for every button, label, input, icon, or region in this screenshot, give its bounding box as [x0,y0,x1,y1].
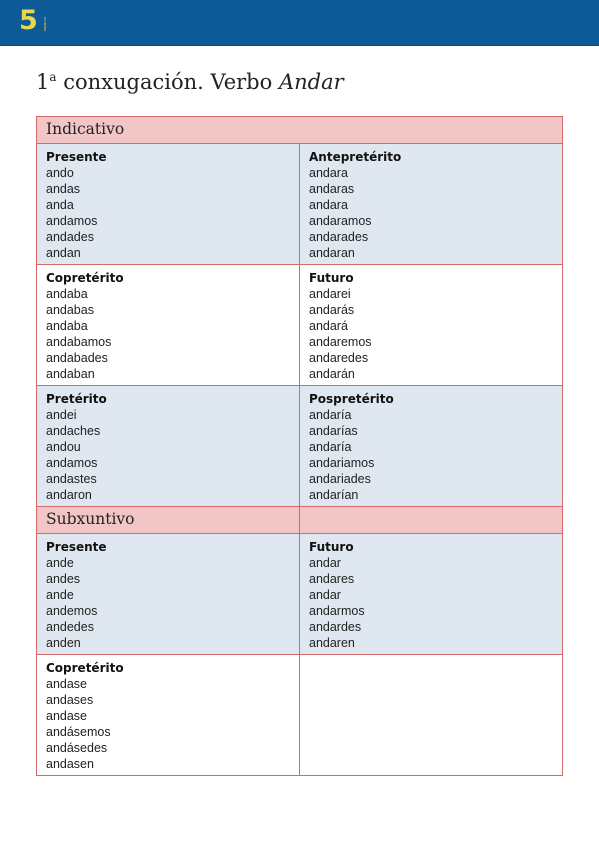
verb-form: andar [309,556,341,570]
verb-form: andaba [46,319,88,333]
tense-cell [300,534,563,655]
form-list [46,555,290,651]
verb-form: andaban [46,367,95,381]
form-list [309,555,553,651]
tense-name: Pospretérito [309,392,394,406]
verb-form: andabades [46,351,108,365]
tense-cell [37,144,300,265]
verb-form: andei [46,408,77,422]
verb-form: andarían [309,488,359,502]
verb-form: andaron [46,488,92,502]
verb-form: andara [309,166,348,180]
tense-cell-empty [300,655,563,776]
top-header-bar [0,0,599,46]
verb-form: andar [309,588,341,602]
section-header-indicativo [37,117,563,144]
section-label-empty [300,507,563,534]
verb-form: andamos [46,214,98,228]
verb-form: andes [46,572,81,586]
tense-cell [300,265,563,386]
verb-form: andasen [46,757,94,771]
tense-name: Antepretérito [309,150,402,164]
unit-number: 5 [19,5,38,36]
verb-form: andarei [309,287,351,301]
verb-form: andan [46,246,81,260]
verb-form: andara [309,198,348,212]
verb-form: andase [46,709,88,723]
title-prefix: 1 [36,70,50,94]
tense-cell [300,386,563,507]
verb-form: andaramos [309,214,372,228]
verb-form: andemos [46,604,98,618]
table-row [37,386,563,507]
verb-form: anda [46,198,74,212]
verb-form: andastes [46,472,97,486]
verb-form: andabas [46,303,94,317]
section-label: Indicativo [37,117,563,144]
tense-name: Presente [46,150,107,164]
verb-form: andedes [46,620,94,634]
form-list [309,407,553,503]
table-row [37,534,563,655]
verb-form: andares [309,572,355,586]
unit-tag: PREMIUM [43,16,47,31]
table-row [37,144,563,265]
verb-form: andaran [309,246,355,260]
form-list [46,407,290,503]
verb-form: andaches [46,424,101,438]
table-row [37,265,563,386]
verb-form: andamos [46,456,98,470]
title-ordinal: a [49,70,57,84]
verb-form: ando [46,166,74,180]
tense-name: Pretérito [46,392,107,406]
verb-form: andásedes [46,741,108,755]
tense-cell [37,534,300,655]
verb-form: andaría [309,408,352,422]
tense-cell [300,144,563,265]
section-label: Subxuntivo [37,507,300,534]
verb-form: andas [46,182,81,196]
verb-form: andou [46,440,81,454]
verb-form: andarades [309,230,369,244]
form-list [46,165,290,261]
verb-form: andaba [46,287,88,301]
form-list [46,286,290,382]
verb-form: andará [309,319,348,333]
table-row [37,655,563,776]
verb-form: andariamos [309,456,375,470]
verb-form: anden [46,636,81,650]
title-verb: Andar [278,70,344,94]
verb-form: ande [46,556,74,570]
verb-form: andase [46,677,88,691]
tense-cell [37,265,300,386]
verb-form: andarán [309,367,355,381]
tense-name: Copretérito [46,271,124,285]
form-list [46,676,290,772]
conjugation-table [36,116,563,776]
verb-form: andaren [309,636,355,650]
title-text: conxugación. Verbo [56,70,279,94]
tense-name: Futuro [309,271,354,285]
verb-form: andarmos [309,604,365,618]
tense-cell [37,655,300,776]
verb-form: andarás [309,303,355,317]
verb-form: andaría [309,440,352,454]
verb-form: andaras [309,182,355,196]
verb-form: andásemos [46,725,111,739]
verb-form: andardes [309,620,362,634]
tense-name: Copretérito [46,661,124,675]
verb-form: andases [46,693,94,707]
verb-form: ande [46,588,74,602]
form-list [309,286,553,382]
tense-cell [37,386,300,507]
verb-form: andaredes [309,351,369,365]
verb-form: andaremos [309,335,372,349]
verb-form: andariades [309,472,371,486]
tense-name: Futuro [309,540,354,554]
verb-form: andarías [309,424,358,438]
form-list [309,165,553,261]
verb-form: andabamos [46,335,112,349]
verb-form: andades [46,230,94,244]
section-header-subxuntivo [37,507,563,534]
page-title [36,70,344,94]
tense-name: Presente [46,540,107,554]
